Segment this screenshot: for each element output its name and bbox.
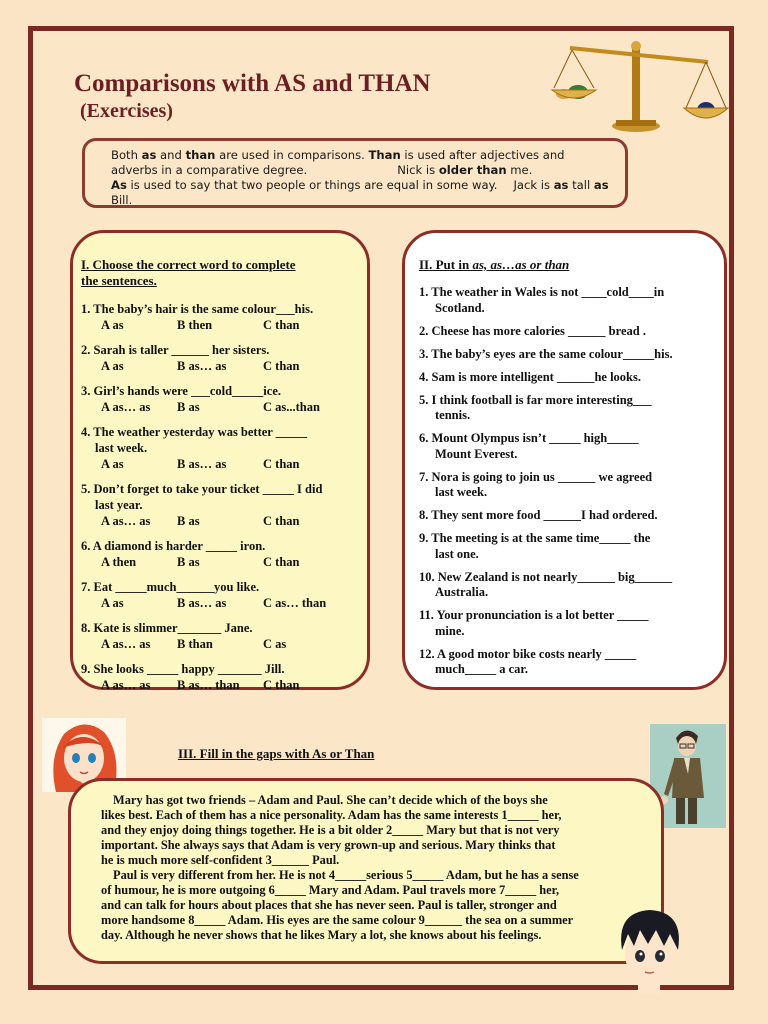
question-item: [419, 285, 714, 316]
question-item: [81, 342, 355, 374]
question-item: [419, 470, 714, 501]
question-item: [419, 431, 714, 462]
answer-option: C than: [263, 555, 300, 569]
answer-option: A as: [101, 457, 124, 471]
question-item: [419, 324, 714, 340]
answer-option: B as… as: [177, 359, 227, 373]
answer-option: A as: [101, 359, 124, 373]
answer-option: A as… as: [101, 514, 151, 528]
exercise-1-questions: [81, 301, 355, 693]
exercise-1-heading: I. Choose the correct word to complete the sentences.: [81, 257, 296, 288]
exercise-3-panel: [68, 778, 664, 964]
answer-option: A as… as: [101, 637, 151, 651]
question-item: [419, 531, 714, 562]
question-text: Australia.: [435, 585, 489, 599]
question-item: [419, 393, 714, 424]
question-text: last week.: [435, 485, 488, 499]
question-text: 8. They sent more food ______I had ordered.: [419, 508, 658, 522]
question-text: 5. I think football is far more interesting___: [419, 392, 652, 407]
answer-option: B as: [177, 555, 200, 569]
answer-option: C as...than: [263, 400, 320, 414]
question-text: last one.: [435, 546, 479, 561]
question-text: 2. Sarah is taller ______ her sisters.: [81, 343, 270, 357]
answer-options: [81, 399, 355, 415]
boy-portrait-illustration: [608, 904, 690, 994]
intro-line-1: Both as and than are used in comparisons. Than is used after adjectives and: [111, 148, 565, 162]
question-text: last year.: [95, 498, 143, 512]
answer-option: A as: [101, 596, 124, 610]
paragraph-line: Mary has got two friends – Adam and Paul. She can’t decide which of the boys she: [113, 793, 548, 807]
intro-line-4: Bill.: [111, 193, 133, 207]
answer-option: C than: [263, 457, 300, 471]
exercise-3-text: [101, 793, 653, 943]
page-subtitle: (Exercises): [80, 100, 173, 122]
answer-option: B as… as: [177, 457, 227, 471]
question-text: 4. The weather yesterday was better _____: [81, 425, 308, 439]
question-text: 5. Don’t forget to take your ticket _____ I did: [81, 482, 323, 496]
question-text: 4. Sam is more intelligent ______he looks.: [419, 369, 641, 384]
answer-option: C than: [263, 318, 300, 332]
question-text: 7. Nora is going to join us ______ we agreed: [419, 469, 653, 484]
question-text: 11. Your pronunciation is a lot better _____: [419, 608, 649, 622]
intro-line-2: adverbs in a comparative degree. Nick is older than me.: [111, 163, 533, 177]
balance-scales-icon: [548, 40, 730, 136]
question-item: [81, 383, 355, 415]
question-text: 10. New Zealand is not nearly______ big______: [419, 569, 673, 584]
answer-option: C than: [263, 514, 300, 528]
paragraph-line: important. She always says that Adam is very grown-up and serious. Mary thinks that: [101, 838, 556, 852]
page-title: Comparisons with AS and THAN: [74, 70, 431, 97]
answer-option: C than: [263, 359, 300, 373]
paragraph-line: day. Although he never shows that he likes Mary a lot, she knows about his feelings.: [101, 928, 542, 942]
paragraph-line: more handsome 8_____ Adam. His eyes are the same colour 9______ the sea on a summer: [101, 913, 574, 927]
question-text: 8. Kate is slimmer_______ Jane.: [81, 621, 253, 635]
exercise-2-heading: II. Put in as, as…as or than: [419, 257, 570, 272]
answer-option: B than: [177, 637, 213, 651]
question-text: 6. Mount Olympus isn’t _____ high_____: [419, 431, 639, 445]
question-text: much_____ a car.: [435, 662, 528, 676]
answer-option: A as: [101, 318, 124, 332]
question-text: 3. The baby’s eyes are the same colour_____his.: [419, 346, 673, 361]
question-item: [419, 570, 714, 601]
answer-options: [81, 456, 355, 472]
question-text: Mount Everest.: [435, 446, 518, 461]
question-text: 9. She looks _____ happy _______ Jill.: [81, 662, 285, 676]
paragraph-line: of humour, he is more outgoing 6_____ Mary and Adam. Paul travels more 7_____ her,: [101, 883, 560, 897]
answer-option: A then: [101, 555, 137, 569]
question-text: 1. The weather in Wales is not ____cold____in: [419, 285, 665, 299]
exercise-2-questions: [419, 285, 714, 678]
question-item: [81, 424, 355, 472]
answer-option: C than: [263, 678, 300, 692]
question-text: tennis.: [435, 408, 471, 422]
answer-option: A as… as: [101, 678, 151, 692]
question-text: 3. Girl’s hands were ___cold_____ice.: [81, 384, 281, 398]
question-item: [81, 538, 355, 570]
question-item: [419, 608, 714, 639]
answer-option: C as… than: [263, 596, 327, 610]
question-text: 6. A diamond is harder _____ iron.: [81, 539, 266, 553]
answer-options: [81, 513, 355, 529]
question-item: [419, 647, 714, 678]
paragraph-line: and can talk for hours about places that she has never seen. Paul is taller, stronger and: [101, 898, 557, 912]
question-text: 9. The meeting is at the same time_____ the: [419, 531, 651, 545]
answer-option: C as: [263, 637, 287, 651]
exercise-2-panel: [402, 230, 727, 690]
question-text: mine.: [435, 623, 465, 638]
answer-option: B as: [177, 400, 200, 414]
answer-option: A as… as: [101, 400, 151, 414]
question-text: 1. The baby’s hair is the same colour___his.: [81, 302, 314, 316]
paragraph-line: he is much more self-confident 3______ Paul.: [101, 853, 340, 867]
answer-options: [81, 636, 355, 652]
question-item: [81, 661, 355, 693]
question-text: last week.: [95, 441, 148, 455]
question-item: [419, 370, 714, 386]
intro-line-3: As is used to say that two people or things are equal in some way. Jack is as tall as: [111, 178, 609, 192]
paragraph-line: Paul is very different from her. He is not 4_____serious 5_____ Adam, but he has a sense: [113, 868, 579, 882]
answer-option: B then: [177, 318, 213, 332]
question-text: 12. A good motor bike costs nearly _____: [419, 646, 637, 661]
answer-options: [81, 317, 355, 333]
question-item: [419, 508, 714, 524]
answer-option: B as… than: [177, 678, 240, 692]
answer-options: [81, 358, 355, 374]
answer-options: [81, 677, 355, 693]
question-text: 2. Cheese has more calories ______ bread .: [419, 323, 646, 338]
intro-box: [82, 138, 628, 208]
paragraph-line: and they enjoy doing things together. He is a bit older 2_____ Mary but that is not very: [101, 823, 560, 837]
question-item: [81, 579, 355, 611]
question-item: [81, 620, 355, 652]
answer-options: [81, 554, 355, 570]
paragraph-line: likes best. Each of them has a nice personality. Adam has the same interests 1_____ her,: [101, 808, 562, 822]
question-item: [81, 301, 355, 333]
exercise-3-heading: III. Fill in the gaps with As or Than: [178, 746, 375, 761]
answer-option: B as… as: [177, 596, 227, 610]
question-item: [81, 481, 355, 529]
question-text: Scotland.: [435, 300, 485, 315]
question-item: [419, 347, 714, 363]
question-text: 7. Eat _____much______you like.: [81, 580, 260, 594]
exercise-1-panel: [70, 230, 370, 690]
answer-option: B as: [177, 514, 200, 528]
answer-options: [81, 595, 355, 611]
